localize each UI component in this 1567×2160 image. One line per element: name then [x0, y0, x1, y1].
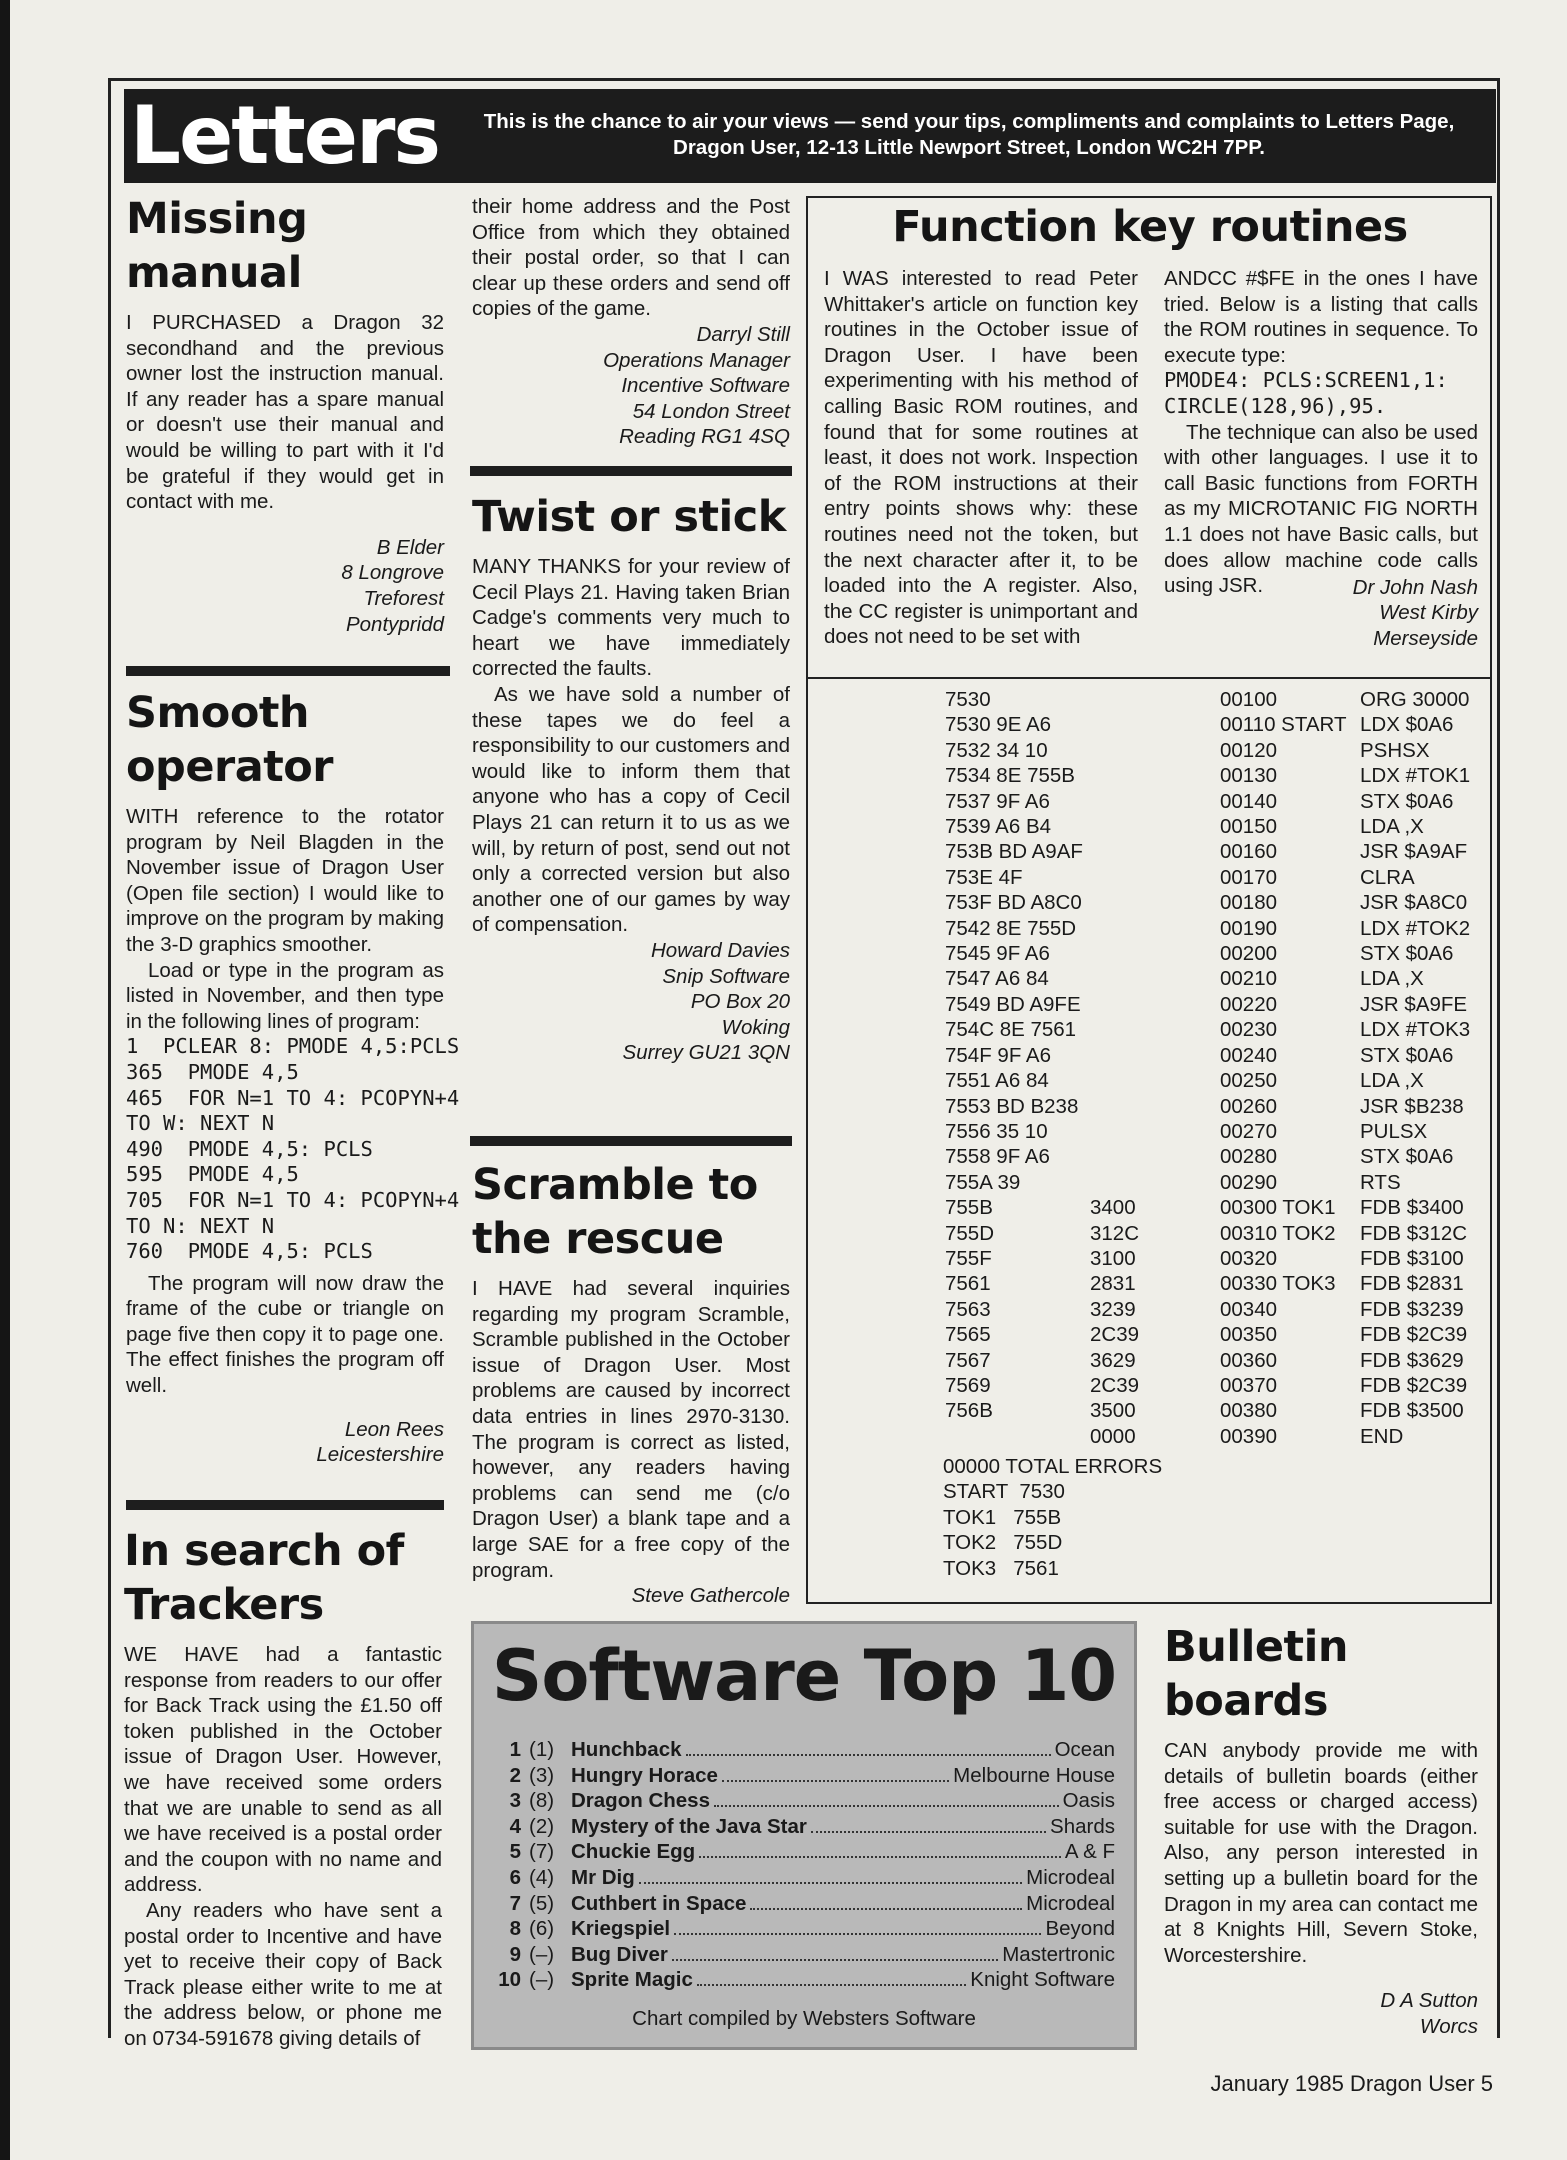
- top10-position: 4: [509, 1814, 521, 1838]
- listing-row: [945, 814, 1445, 839]
- listing-cell: 7551 A6 84: [945, 1069, 1049, 1093]
- listing-row: [945, 1144, 1454, 1169]
- listing-cell: 7558 9F A6: [945, 1145, 1050, 1169]
- listing-cell: 3629: [1090, 1348, 1136, 1372]
- listing-summary-line: TOK2 755D: [943, 1531, 1063, 1555]
- listing-row: [945, 941, 1454, 966]
- listing-row: [945, 687, 1470, 712]
- listing-cell: FDB $312C: [1360, 1221, 1468, 1245]
- listing-cell: 00210: [1220, 967, 1278, 991]
- listing-cell: LDA ,X: [1360, 1069, 1424, 1093]
- listing-cell: [1090, 916, 1220, 941]
- listing-cell: 00100: [1220, 688, 1278, 711]
- twist-or-stick-body: MANY THANKS for your review of Cecil Plays 21. Having taken Brian Cadge's comments very much to heart we have immediately corrected the faults.: [472, 555, 790, 681]
- top10-publisher: Microdeal: [1026, 1891, 1115, 1915]
- listing-cell: STX $0A6: [1360, 1145, 1454, 1169]
- listing-cell: 00290: [1220, 1170, 1278, 1194]
- listing-cell: 7549 BD A9FE: [945, 992, 1081, 1016]
- listing-cell: 00280: [1220, 1145, 1278, 1169]
- listing-cell: FDB $3400: [1360, 1196, 1464, 1220]
- listing-cell: [1090, 1119, 1220, 1144]
- listing-cell: 00350: [1220, 1323, 1278, 1347]
- top10-game-title: Mr Dig: [571, 1865, 635, 1889]
- listing-cell: 312C: [1090, 1221, 1140, 1245]
- listing-cell: FDB $2C39: [1360, 1323, 1468, 1347]
- letter-smooth-operator: [126, 686, 460, 1468]
- top10-game-title: Sprite Magic: [571, 1968, 693, 1992]
- function-key-col1: [824, 266, 1138, 650]
- signature-line: Operations Manager: [603, 348, 790, 372]
- listing-cell: 3239: [1090, 1297, 1136, 1321]
- listing-cell: 7569: [945, 1373, 991, 1397]
- section-rule: [470, 466, 792, 476]
- leader-dots: [686, 1754, 1051, 1756]
- signature-line: Surrey GU21 3QN: [622, 1041, 790, 1065]
- top10-publisher: A & F: [1064, 1840, 1115, 1864]
- listing-cell: 00130: [1220, 764, 1278, 788]
- listing-cell: 00270: [1220, 1119, 1278, 1143]
- top10-row: [495, 1737, 1115, 1763]
- listing-cell: FDB $3239: [1360, 1297, 1464, 1321]
- listing-cell: [1090, 1144, 1220, 1169]
- letter-twist-or-stick: [472, 490, 790, 1066]
- listing-cell: 7530: [945, 688, 991, 711]
- top10-previous: (6): [529, 1917, 555, 1941]
- listing-cell: 7553 BD B238: [945, 1094, 1079, 1118]
- listing-cell: LDX #TOK3: [1360, 1018, 1471, 1042]
- listing-cell: STX $0A6: [1360, 942, 1454, 966]
- top10-position: 1: [509, 1738, 521, 1761]
- top10-game-title: Hunchback: [571, 1738, 682, 1761]
- listing-cell: 7530 9E A6: [945, 713, 1052, 737]
- listing-cell: 00320: [1220, 1246, 1278, 1270]
- listing-summary-line: 00000 TOTAL ERRORS: [943, 1455, 1163, 1478]
- listing-cell: 7532 34 10: [945, 738, 1048, 762]
- listing-cell: 00300 TOK1: [1220, 1196, 1336, 1220]
- listing-cell: 7542 8E 755D: [945, 916, 1077, 940]
- missing-manual-body: I PURCHASED a Dragon 32 secondhand and the previous owner lost the instruction manual. If any reader has a spare manual or doesn't use their manual and would be willing to part with it I'd be grateful if they would get in contact with me.: [126, 311, 444, 514]
- signature-line: Treforest: [363, 586, 444, 610]
- listing-cell: 00380: [1220, 1399, 1278, 1423]
- listing-cell: [1090, 1068, 1220, 1093]
- twist-or-stick-heading: Twist or stick: [472, 492, 786, 542]
- letter-trackers-continued: [472, 194, 790, 450]
- listing-cell: LDA ,X: [1360, 967, 1424, 991]
- top10-position: 7: [509, 1891, 521, 1915]
- listing-row: [945, 839, 1468, 864]
- listing-cell: FDB $3500: [1360, 1399, 1464, 1423]
- signature-line: West Kirby: [1379, 601, 1478, 625]
- listing-row: [945, 1398, 1464, 1423]
- listing-cell: PULSX: [1360, 1119, 1428, 1143]
- listing-row: [945, 1068, 1445, 1093]
- listing-row: [945, 966, 1445, 991]
- listing-summary-line: TOK1 755B: [943, 1505, 1062, 1529]
- signature-line: Merseyside: [1373, 626, 1478, 650]
- top10-game-title: Bug Diver: [571, 1942, 668, 1966]
- listing-cell: 753B BD A9AF: [945, 840, 1083, 864]
- listing-cell: 3400: [1090, 1196, 1136, 1220]
- signature-line: Reading RG1 4SQ: [619, 425, 790, 449]
- top10-publisher: Knight Software: [970, 1968, 1115, 1992]
- top10-row: [495, 1967, 1115, 1993]
- signature-line: Dr John Nash: [1352, 575, 1478, 599]
- signature-line: 8 Longrove: [341, 561, 444, 585]
- trackers-continued-body: their home address and the Post Office from which they obtained their postal order, so that I can clear up these orders and send off copies of the game.: [472, 195, 790, 321]
- listing-cell: 7545 9F A6: [945, 942, 1050, 966]
- listing-cell: 00260: [1220, 1094, 1278, 1118]
- listing-cell: 753E 4F: [945, 865, 1023, 889]
- listing-cell: 755D: [945, 1221, 995, 1245]
- listing-cell: 755B: [945, 1196, 993, 1220]
- top10-previous: (7): [529, 1840, 555, 1864]
- section-rule: [470, 1136, 792, 1146]
- listing-cell: [1090, 763, 1220, 788]
- signature-line: B Elder: [376, 535, 444, 559]
- listing-summary: [943, 1454, 1303, 1581]
- listing-cell: 2C39: [1090, 1373, 1140, 1397]
- top10-game-title: Kriegspiel: [571, 1917, 671, 1941]
- listing-cell: 7537 9F A6: [945, 789, 1050, 813]
- top10-position: 2: [509, 1763, 521, 1787]
- listing-cell: [1090, 839, 1220, 864]
- listing-row: [945, 1170, 1445, 1195]
- leader-dots: [672, 1959, 998, 1961]
- listing-cell: [1090, 966, 1220, 991]
- letter-missing-manual: [126, 192, 444, 637]
- listing-row: [945, 1297, 1464, 1322]
- signature-line: Snip Software: [662, 964, 790, 988]
- trackers-body: Any readers who have sent a postal order to Incentive and have yet to receive their copy of Back Track please either write to me at the address below, or phone me on 0734-591678 giving details of: [124, 1898, 442, 2050]
- listing-cell: [1090, 890, 1220, 915]
- listing-cell: 7561: [945, 1272, 991, 1296]
- top10-game-title: Cuthbert in Space: [571, 1891, 747, 1915]
- listing-cell: 00250: [1220, 1069, 1278, 1093]
- section-rule: [126, 666, 450, 676]
- listing-cell: 3500: [1090, 1399, 1136, 1423]
- listing-cell: 00330 TOK3: [1220, 1272, 1336, 1296]
- top10-publisher: Shards: [1050, 1814, 1115, 1838]
- listing-divider: [806, 677, 1492, 679]
- listing-cell: 00170: [1220, 865, 1278, 889]
- signature-line: Pontypridd: [345, 612, 444, 636]
- function-key-body: The technique can also be used with other languages. I use it to call Basic functions from FORTH as my MICROTANIC FIG NORTH 1.1 does not have Basic calls, but does allow machine code calls using JSR.: [1164, 420, 1478, 598]
- listing-cell: 00340: [1220, 1297, 1278, 1321]
- listing-cell: 755A 39: [945, 1170, 1021, 1194]
- listing-row: [945, 1119, 1445, 1144]
- top10-previous: (3): [529, 1763, 555, 1787]
- top10-game-title: Chuckie Egg: [571, 1840, 696, 1864]
- listing-cell: [1090, 814, 1220, 839]
- listing-row: [945, 1246, 1464, 1271]
- top10-row: [495, 1891, 1115, 1917]
- listing-cell: 2C39: [1090, 1323, 1140, 1347]
- top10-game-title: Hungry Horace: [571, 1763, 718, 1787]
- listing-cell: CLRA: [1360, 865, 1415, 889]
- letter-bulletin-boards: [1164, 1620, 1478, 2040]
- listing-cell: [1090, 1170, 1220, 1195]
- listing-summary-line: TOK3 7561: [943, 1556, 1059, 1580]
- listing-cell: 00190: [1220, 916, 1278, 940]
- listing-cell: JSR $A8C0: [1360, 891, 1468, 915]
- section-rule: [126, 1500, 444, 1510]
- listing-cell: [945, 1424, 1090, 1449]
- listing-cell: 754C 8E 7561: [945, 1018, 1077, 1042]
- signature-line: PO Box 20: [690, 990, 790, 1014]
- listing-cell: 00240: [1220, 1043, 1278, 1067]
- top10-previous: (–): [529, 1942, 555, 1966]
- smooth-operator-body: WITH reference to the rotator program by Neil Blagden in the November issue of Dragon User (Open file section) I would like to improve on the program by making the 3-D graphics smoother.: [126, 805, 444, 956]
- smooth-operator-body: Load or type in the program as listed in November, and then type in the following lines of program:: [126, 958, 444, 1033]
- function-key-body: ANDCC #$FE in the ones I have tried. Below is a listing that calls the ROM routines in sequence. To execute type:: [1164, 267, 1478, 367]
- letters-banner: [124, 89, 1496, 183]
- listing-row: [945, 1373, 1468, 1398]
- listing-cell: [1090, 941, 1220, 966]
- bulletin-heading: Bulletin boards: [1164, 1622, 1348, 1726]
- listing-row: [945, 1322, 1468, 1347]
- listing-cell: JSR $A9FE: [1360, 992, 1468, 1016]
- listing-cell: STX $0A6: [1360, 1043, 1454, 1067]
- signature-line: Darryl Still: [696, 322, 790, 346]
- listing-cell: 00120: [1220, 738, 1278, 762]
- leader-dots: [722, 1780, 949, 1782]
- letter-scramble: [472, 1158, 790, 1609]
- listing-cell: 7534 8E 755B: [945, 764, 1075, 788]
- top10-position: 10: [498, 1968, 521, 1992]
- listing-cell: 00140: [1220, 789, 1278, 813]
- top10-title: Software Top 10: [491, 1635, 1117, 1717]
- listing-cell: 3100: [1090, 1246, 1136, 1270]
- listing-cell: [1090, 1094, 1220, 1119]
- top10-publisher: Microdeal: [1026, 1865, 1115, 1889]
- top10-previous: (4): [529, 1865, 555, 1889]
- listing-cell: 00220: [1220, 992, 1278, 1016]
- top10-publisher: Oasis: [1062, 1789, 1115, 1813]
- listing-cell: RTS: [1360, 1170, 1401, 1194]
- listing-cell: FDB $2C39: [1360, 1373, 1468, 1397]
- listing-row: [945, 992, 1468, 1017]
- listing-cell: LDA ,X: [1360, 815, 1424, 839]
- listing-cell: 7563: [945, 1297, 991, 1321]
- top10-row: [495, 1763, 1115, 1789]
- scramble-heading: Scramble to the rescue: [472, 1160, 758, 1264]
- top10-position: 8: [509, 1917, 521, 1941]
- top10-previous: (5): [529, 1891, 555, 1915]
- listing-cell: 7567: [945, 1348, 991, 1372]
- listing-cell: JSR $B238: [1360, 1094, 1464, 1118]
- signature-line: Leon Rees: [344, 1417, 444, 1441]
- signature-line: Leicestershire: [316, 1443, 444, 1467]
- listing-cell: 00180: [1220, 891, 1278, 915]
- listing-cell: 00390: [1220, 1424, 1278, 1448]
- software-top10: [471, 1621, 1137, 2050]
- listing-cell: 00150: [1220, 815, 1278, 839]
- scan-edge: [0, 0, 10, 2160]
- function-key-command: PMODE4: PCLS:SCREEN1,1: CIRCLE(128,96),95.: [1164, 368, 1448, 418]
- top10-rows: [495, 1737, 1115, 1993]
- listing-row: [945, 890, 1468, 915]
- listing-row: [945, 738, 1445, 763]
- top10-row: [495, 1942, 1115, 1968]
- listing-cell: END: [1360, 1424, 1404, 1448]
- listing-cell: [1090, 712, 1220, 737]
- listing-row: [945, 916, 1471, 941]
- smooth-operator-after: The program will now draw the frame of the cube or triangle on page five then copy it to page one. The effect finishes the program off well.: [126, 1271, 444, 1398]
- top10-row: [495, 1814, 1115, 1840]
- leader-dots: [674, 1933, 1041, 1935]
- top10-publisher: Beyond: [1045, 1917, 1115, 1941]
- listing-row: [945, 1043, 1454, 1068]
- listing-row: [945, 1424, 1445, 1449]
- top10-position: 9: [509, 1942, 521, 1966]
- top10-publisher: Melbourne House: [953, 1763, 1115, 1787]
- listing-cell: PSHSX: [1360, 738, 1430, 762]
- signature-line: Worcs: [1419, 2014, 1478, 2038]
- top10-previous: (–): [529, 1968, 555, 1992]
- leader-dots: [811, 1831, 1046, 1833]
- leader-dots: [699, 1856, 1061, 1858]
- listing-cell: 00230: [1220, 1018, 1278, 1042]
- top10-row: [495, 1865, 1115, 1891]
- listing-row: [945, 1271, 1464, 1296]
- signature-line: 54 London Street: [632, 399, 790, 423]
- function-key-body: I WAS interested to read Peter Whittaker's article on function key routines in the October issue of Dragon User. I have been experimenting with his method of calling Basic ROM routines, and found that for some routines at least, it does not work. Inspection of the ROM instructions at their entry points shows why: these routines need not the token, but the next character after it, to be loaded into the A register. Also, the CC register is unimportant and does not need to be set with: [824, 267, 1138, 649]
- listing-cell: LDX #TOK1: [1360, 764, 1471, 788]
- top10-publisher: Ocean: [1054, 1738, 1115, 1761]
- bulletin-body: CAN anybody provide me with details of bulletin boards (either free access or charged access) suitable for use with the Dragon. Also, any person interested in setting up a bulletin board for the Dragon in my area can contact me at 8 Knights Hill, Severn Stoke, Worcestershire.: [1164, 1739, 1478, 1967]
- top10-row: [495, 1788, 1115, 1814]
- assembly-listing: [945, 687, 1471, 1449]
- letter-trackers: [124, 1524, 442, 2052]
- listing-row: [945, 865, 1445, 890]
- listing-cell: LDX $0A6: [1360, 713, 1454, 737]
- listing-cell: 00200: [1220, 942, 1278, 966]
- listing-cell: [1090, 738, 1220, 763]
- leader-dots: [750, 1908, 1022, 1910]
- banner-text: This is the chance to air your views — send your tips, compliments and complaints to Letters Page, Dragon User, 12-13 Little Newport Street, London WC2H 7PP.: [483, 110, 1455, 159]
- listing-row: [945, 712, 1454, 737]
- signature-line: Incentive Software: [621, 374, 790, 398]
- listing-cell: STX $0A6: [1360, 789, 1454, 813]
- listing-row: [945, 1017, 1471, 1042]
- top10-game-title: Mystery of the Java Star: [571, 1814, 807, 1838]
- top10-compiled: Chart compiled by Websters Software: [632, 2007, 976, 2030]
- listing-cell: [1090, 687, 1220, 712]
- listing-cell: JSR $A9AF: [1360, 840, 1468, 864]
- signature-line: Howard Davies: [651, 938, 790, 962]
- letter-function-key: [820, 200, 1480, 262]
- trackers-heading: In search of Trackers: [124, 1526, 404, 1630]
- twist-or-stick-body: As we have sold a number of these tapes we do feel a responsibility to our customers and would like to inform them that anyone who has a copy of Cecil Plays 21 can return it to us as we will, by return of post, send out not only a corrected version but also another one of our games by way of compensation.: [472, 682, 790, 937]
- missing-manual-heading: Missing manual: [126, 194, 308, 298]
- listing-cell: 753F BD A8C0: [945, 891, 1082, 915]
- listing-cell: 0000: [1090, 1424, 1136, 1448]
- listing-cell: 00310 TOK2: [1220, 1221, 1336, 1245]
- listing-cell: ORG 30000: [1360, 688, 1470, 711]
- listing-cell: LDX #TOK2: [1360, 916, 1471, 940]
- leader-dots: [714, 1805, 1059, 1807]
- listing-cell: [1090, 789, 1220, 814]
- listing-row: [945, 1094, 1464, 1119]
- listing-row: [945, 789, 1454, 814]
- top10-position: 3: [509, 1789, 521, 1813]
- listing-cell: 7547 A6 84: [945, 967, 1049, 991]
- listing-cell: [1090, 1017, 1220, 1042]
- top10-publisher: Mastertronic: [1002, 1942, 1115, 1966]
- listing-row: [945, 1195, 1464, 1220]
- top10-previous: (8): [529, 1789, 555, 1813]
- listing-cell: [1090, 865, 1220, 890]
- signature-line: Steve Gathercole: [631, 1584, 790, 1608]
- top10-previous: (2): [529, 1814, 555, 1838]
- listing-cell: 7556 35 10: [945, 1119, 1048, 1143]
- listing-cell: 00370: [1220, 1373, 1278, 1397]
- banner-title: Letters: [130, 89, 440, 182]
- listing-row: [945, 1221, 1468, 1246]
- listing-cell: 00160: [1220, 840, 1278, 864]
- listing-summary-line: START 7530: [943, 1480, 1065, 1504]
- leader-dots: [697, 1984, 966, 1986]
- listing-cell: 755F: [945, 1246, 992, 1270]
- top10-row: [495, 1839, 1115, 1865]
- listing-cell: 00360: [1220, 1348, 1278, 1372]
- top10-position: 6: [509, 1865, 521, 1889]
- function-key-heading: Function key routines: [892, 202, 1408, 252]
- listing-cell: FDB $3100: [1360, 1246, 1464, 1270]
- signature-line: Woking: [721, 1015, 790, 1039]
- function-key-col2: [1164, 266, 1478, 652]
- trackers-body: WE HAVE had a fantastic response from readers to our offer for Back Track using the £1.50 off token published in the October issue of Dragon User. However, we have received some orders that we are unable to send as all we have received is a postal order and the coupon with no name and address.: [124, 1643, 442, 1897]
- listing-cell: [1090, 992, 1220, 1017]
- listing-cell: 754F 9F A6: [945, 1043, 1051, 1067]
- signature-line: D A Sutton: [1380, 1989, 1478, 2013]
- listing-cell: 7565: [945, 1323, 991, 1347]
- listing-row: [945, 1348, 1464, 1373]
- listing-cell: 7539 A6 B4: [945, 815, 1052, 839]
- page-footer: January 1985 Dragon User 5: [1210, 2071, 1493, 2096]
- top10-game-title: Dragon Chess: [571, 1789, 710, 1813]
- smooth-operator-heading: Smooth operator: [126, 688, 334, 792]
- listing-cell: 2831: [1090, 1272, 1136, 1296]
- listing-cell: FDB $2831: [1360, 1272, 1464, 1296]
- scramble-body: I HAVE had several inquiries regarding my program Scramble, Scramble published in the October issue of Dragon User. Most problems are caused by incorrect data entries in lines 2970-3130. The program is correct as listed, however, any readers having problems can send me (c/o Dragon User) a blank tape and a large SAE for a free copy of the program.: [472, 1277, 790, 1582]
- listing-cell: 756B: [945, 1399, 993, 1423]
- listing-cell: [1090, 1043, 1220, 1068]
- top10-row: [495, 1916, 1115, 1942]
- top10-position: 5: [509, 1840, 521, 1864]
- leader-dots: [639, 1882, 1022, 1884]
- listing-row: [945, 763, 1471, 788]
- top10-previous: (1): [529, 1738, 555, 1761]
- listing-cell: FDB $3629: [1360, 1348, 1464, 1372]
- listing-cell: 00110 START: [1220, 713, 1347, 737]
- smooth-operator-program: 1 PCLEAR 8: PMODE 4,5:PCLS 365 PMODE 4,5 465 FOR N=1 TO 4: PCOPYN+4 TO W: NEXT N 490 PMODE 4,5: PCLS 595 PMODE 4,5 705 FOR N=1 TO 4: PCOPYN+4 TO N: NEXT N 760 PMODE 4,5: PCLS: [126, 1034, 460, 1264]
